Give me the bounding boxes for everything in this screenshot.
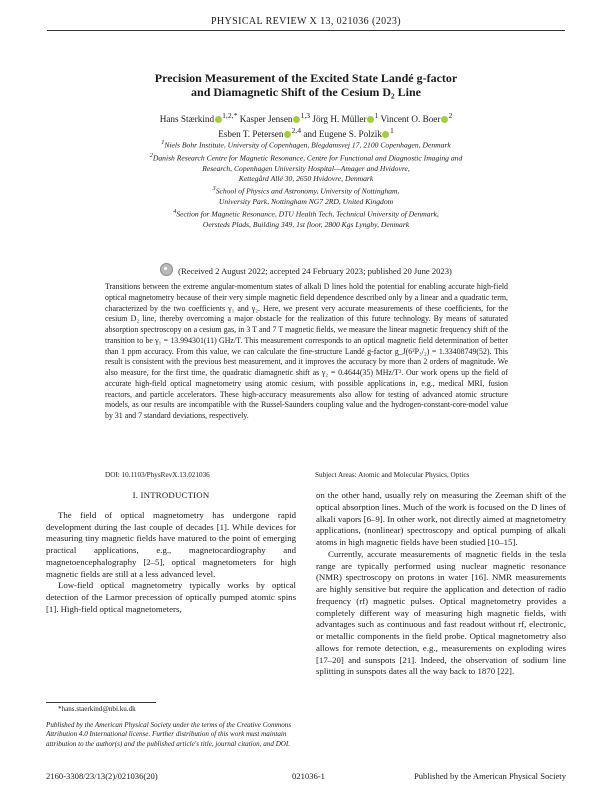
affiliation-4: $^4$Section for Magnetic Resonance, DTU Health Tech, Technical University of Denmark, bbox=[173, 208, 439, 219]
author-line-1 bbox=[90, 110, 522, 125]
author-name[interactable]: Vincent O. Boer bbox=[380, 114, 441, 125]
paper-title bbox=[80, 71, 532, 99]
author-name[interactable]: Esben T. Petersen bbox=[218, 129, 284, 140]
body-paragraph: Low-field optical magnetometry typically works by optical detection of the Larmor precession of optically pumped atomic spins [1]. High-field optical magnetometers, bbox=[46, 580, 296, 614]
author-affiliation-sup: 2 bbox=[448, 111, 453, 120]
left-column bbox=[46, 490, 296, 616]
body-paragraph: The field of optical magnetometry has undergone rapid development during the last couple of decades [1]. While devices for measuring tiny magnetic fields have matured to the point of emerging practical applications, e.g., magnetocardiography and magnetoencephalography [2–5], optical magnetometers for high magnetic fields are still at a less advanced level. bbox=[46, 509, 296, 579]
affiliation-2-cont: Research, Copenhagen University Hospital—Amager and Hvidovre, bbox=[202, 163, 410, 173]
subject-areas bbox=[315, 471, 469, 479]
received-text: (Received 2 August 2022; accepted 24 February 2023; published 20 June 2023) bbox=[178, 266, 452, 276]
footnote bbox=[46, 705, 296, 749]
check-for-updates-icon[interactable] bbox=[160, 263, 173, 276]
affiliation-2-cont: Kettegård Allé 30, 2650 Hvidovre, Denmark bbox=[238, 173, 374, 183]
corresponding-email[interactable]: *hans.staerkind@nbi.ku.dk bbox=[58, 705, 136, 713]
header-rule bbox=[47, 30, 565, 31]
title-line-2: and Diamagnetic Shift of the Cesium D₂ Line bbox=[191, 85, 421, 99]
subject-label: Subject Areas: bbox=[315, 471, 357, 479]
footnote-rule bbox=[46, 702, 156, 703]
affiliation-4-cont: Oersteds Plads, Building 349, 1st floor, 2800 Kgs Lyngby, Denmark bbox=[202, 220, 410, 230]
orcid-icon[interactable] bbox=[215, 116, 222, 123]
orcid-icon[interactable] bbox=[284, 131, 291, 138]
title-line-1: Precision Measurement of the Excited State Landé g-factor bbox=[154, 71, 458, 85]
author-name[interactable]: Kasper Jensen bbox=[239, 114, 293, 125]
orcid-icon[interactable] bbox=[367, 116, 374, 123]
doi-subject-row bbox=[105, 471, 508, 479]
doi-link[interactable]: 10.1103/PhysRevX.13.021036 bbox=[121, 471, 210, 479]
orcid-icon[interactable] bbox=[382, 131, 389, 138]
footer-publisher: Published by the American Physical Society bbox=[413, 771, 566, 781]
page-number: 021036-1 bbox=[292, 771, 325, 781]
author-affiliation-sup: 1,2,* bbox=[222, 111, 238, 120]
abstract: Transitions between the extreme angular-momentum states of alkali D lines hold the potential for enabling accurate high-field optical magnetometry because of their very simple magnetic field dependence described only by a linear and a quadratic term, characterized by the two coefficients γ₁ and γ₂. Here, we present very accurate measurements of these coefficients, for the cesium D₂ line, thereby overcoming a major obstacle for the realization of this future technology. By means of saturated absorption spectroscopy on a cesium gas, in 3 T and 7 T magnetic fields, we measure the linear magnetic frequency shift of the transition to be γ₁ = 13.994301(11) GHz/T. This measurement corresponds to an optical magnetic field determination of better than 1 ppm accuracy. From this value, we can calculate the fine-structure Landé g-factor g_J(6²P₃/₂) = 1.33408749(52). This result is consistent with the previous best measurement, and it improves the accuracy by more than 2 orders of magnitude. We also measure, for the first time, the quadratic diamagnetic shift as γ₂ = 0.4644(35) MHz/T². Our work opens up the field of accurate high-field optical magnetometry using atomic cesium, with possible applications in, e.g., medical MRI, fusion reactors, and particle accelerators. These high-accuracy measurements also allow for testing of advanced atomic structure models, as our results are incompatible with the Russel-Saunders coupling value and the hydrogen-constant-core-model value by 31 and 7 standard deviations, respectively. bbox=[105, 282, 508, 420]
footer-issn: 2160-3308/23/13(2)/021036(20) bbox=[46, 771, 158, 781]
body-paragraph: on the other hand, usually rely on measuring the Zeeman shift of the optical absorption lines. Much of the work is focused on the D lines of alkali vapors [6–9]. In other work, not directly aimed at magnetometry applications, (nonlinear) spectroscopy and optical pumping of alkali atoms in high magnetic fields have been studied [10–15]. bbox=[316, 490, 566, 547]
author-affiliation-sup: 1 bbox=[389, 126, 394, 136]
subject-value: Atomic and Molecular Physics, Optics bbox=[358, 471, 470, 479]
affiliation-3: $^3$School of Physics and Astronomy, University of Nottingham, bbox=[212, 185, 400, 196]
author-affiliation-sup: 1,3 bbox=[300, 111, 311, 120]
author-affiliation-sup: 2,4 bbox=[291, 126, 302, 136]
journal-header: PHYSICAL REVIEW X 13, 021036 (2023) bbox=[210, 16, 402, 27]
affiliation-1: $^1$Niels Bohr Institute, University of Copenhagen, Blegdamsvej 17, 2100 Copenhagen, Denmark bbox=[161, 139, 451, 150]
right-column bbox=[316, 490, 566, 678]
doi-label: DOI: bbox=[105, 471, 120, 479]
author-name[interactable]: and Eugene S. Polzik bbox=[303, 129, 382, 140]
author-affiliation-sup: 1 bbox=[374, 111, 379, 120]
section-heading: I. INTRODUCTION bbox=[132, 490, 210, 500]
affiliations bbox=[96, 138, 516, 231]
author-name[interactable]: Hans Stærkind bbox=[159, 114, 215, 125]
author-list bbox=[90, 110, 522, 140]
orcid-icon[interactable] bbox=[441, 116, 448, 123]
body-paragraph: Currently, accurate measurements of magnetic fields in the tesla range are typically performed using nuclear magnetic resonance (NMR) spectroscopy on protons in water [16]. NMR measurements are highly sensitive but require the application and detection of radio frequency (rf) magnetic pulses. Optical magnetometry provides a completely different way of measuring high magnetic fields, with advantages such as continuous and fast readout without rf, electronic, or metallic components in the field probe. Optical magnetometry also allows for remote detection, e.g., measurements on exploding wires [17–20] and sunspots [21]. Indeed, the observation of sodium line splitting in sunspots dates all the way back to 1870 [22]. bbox=[316, 548, 566, 677]
received-dates bbox=[0, 263, 612, 276]
orcid-icon[interactable] bbox=[293, 116, 300, 123]
license-notice: Published by the American Physical Society under the terms of the Creative Commons Attribution 4.0 International license. Further distribution of this work must maintain attribution to the author(s) and the published article's title, journal citation, and DOI. bbox=[46, 720, 292, 748]
author-name[interactable]: Jörg H. Müller bbox=[312, 114, 367, 125]
affiliation-3-cont: University Park, Nottingham NG7 2RD, United Kingdom bbox=[218, 197, 394, 207]
affiliation-2: $^2$Danish Research Centre for Magnetic Resonance, Centre for Functional and Diagnostic Imaging and bbox=[149, 151, 463, 163]
